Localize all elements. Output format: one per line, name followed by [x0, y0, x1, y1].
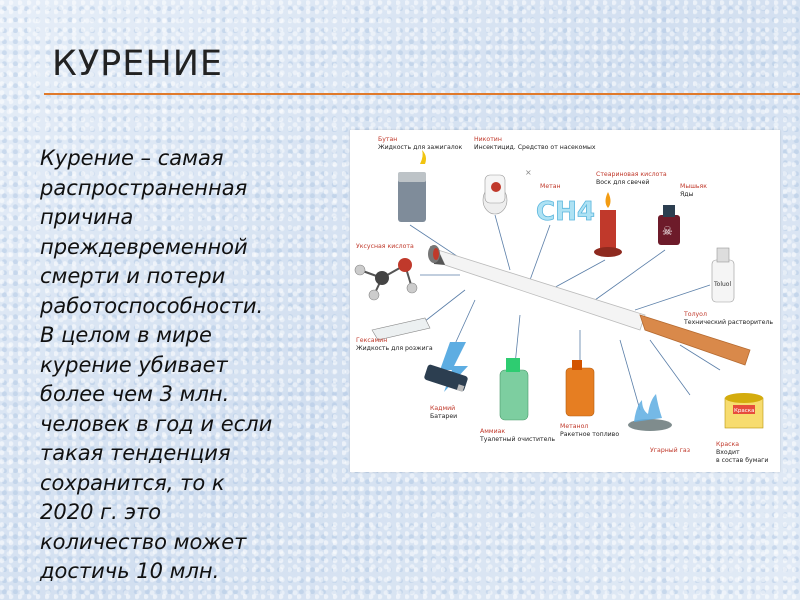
svg-text:☠: ☠ [662, 224, 673, 238]
poison-bottle-icon [658, 205, 680, 245]
label-metan: Метан [540, 183, 561, 190]
methane-formula: CH4 [536, 197, 595, 227]
canister-icon [566, 360, 594, 416]
cleaner-bottle-icon [500, 358, 528, 420]
sublabel-stearin: Воск для свечей [596, 179, 650, 186]
sublabel-kraska-2: в состав бумаги [716, 457, 769, 464]
candle-icon [594, 192, 622, 257]
body-line: сохранится, то к [40, 470, 225, 495]
label-ammiak: Аммиак [480, 428, 506, 435]
slide-title: КУРЕНИЕ [52, 44, 224, 84]
body-line: достичь 10 млн. [40, 559, 220, 583]
body-line: В целом в мире [40, 323, 212, 347]
body-line: Курение – самая [40, 146, 224, 170]
label-toluol: Толуол [684, 311, 707, 318]
body-line: работоспособности. [40, 293, 264, 318]
label-nikotin: Никотин [474, 136, 502, 143]
body-line: более чем 3 млн. [40, 382, 230, 406]
body-line: количество может [40, 529, 247, 554]
sublabel-kadmiy: Батареи [430, 413, 458, 420]
sublabel-geksamin: Жидкость для розжига [356, 345, 433, 352]
sublabel-kraska-1: Входит [716, 449, 740, 456]
label-myshyak: Мышьяк [680, 183, 707, 190]
paint-can-text: Краска [734, 408, 755, 414]
body-line: преждевременной [40, 234, 248, 259]
label-ugarny: Угарный газ [650, 447, 690, 454]
gas-flame-icon [628, 394, 672, 431]
title-underline [44, 93, 800, 95]
cigarette-chemicals-diagram [350, 130, 780, 472]
body-paragraph [40, 144, 345, 587]
sublabel-nikotin: Инсектицид. Средство от насекомых [474, 144, 596, 151]
label-kraska: Краска [716, 441, 740, 448]
sublabel-toluol: Технический растворитель [684, 319, 774, 326]
label-kadmiy: Кадмий [430, 405, 456, 412]
sublabel-myshyak: Яды [680, 191, 694, 198]
label-stearin: Стеариновая кислота [596, 171, 667, 178]
body-line: смерти и потери [40, 264, 226, 288]
body-line: человек в год и если [40, 411, 273, 436]
paint-can-icon [725, 393, 763, 428]
toluol-bottle-icon [712, 248, 734, 302]
body-line: причина [40, 205, 134, 229]
label-geksamin: Гексамин [356, 337, 388, 344]
body-line: распространенная [40, 175, 248, 200]
body-line: курение убивает [40, 352, 228, 377]
body-line: такая тенденция [40, 441, 231, 465]
sublabel-metanol: Ракетное топливо [560, 431, 620, 438]
label-butan: Бутан [378, 136, 398, 143]
toluol-bottle-text: Toluol [714, 281, 732, 288]
molecule-icon [355, 258, 417, 300]
cigarette [428, 245, 750, 365]
spray-can-icon [483, 168, 532, 214]
body-line: 2020 г. это [40, 500, 162, 524]
svg-text:×: × [525, 168, 532, 177]
sublabel-ammiak: Туалетный очиститель [480, 436, 556, 443]
label-uksus: Уксусная кислота [356, 243, 414, 250]
lighter-icon [398, 150, 426, 222]
label-metanol: Метанол [560, 423, 589, 430]
sublabel-butan: Жидкость для зажигалок [378, 144, 463, 151]
